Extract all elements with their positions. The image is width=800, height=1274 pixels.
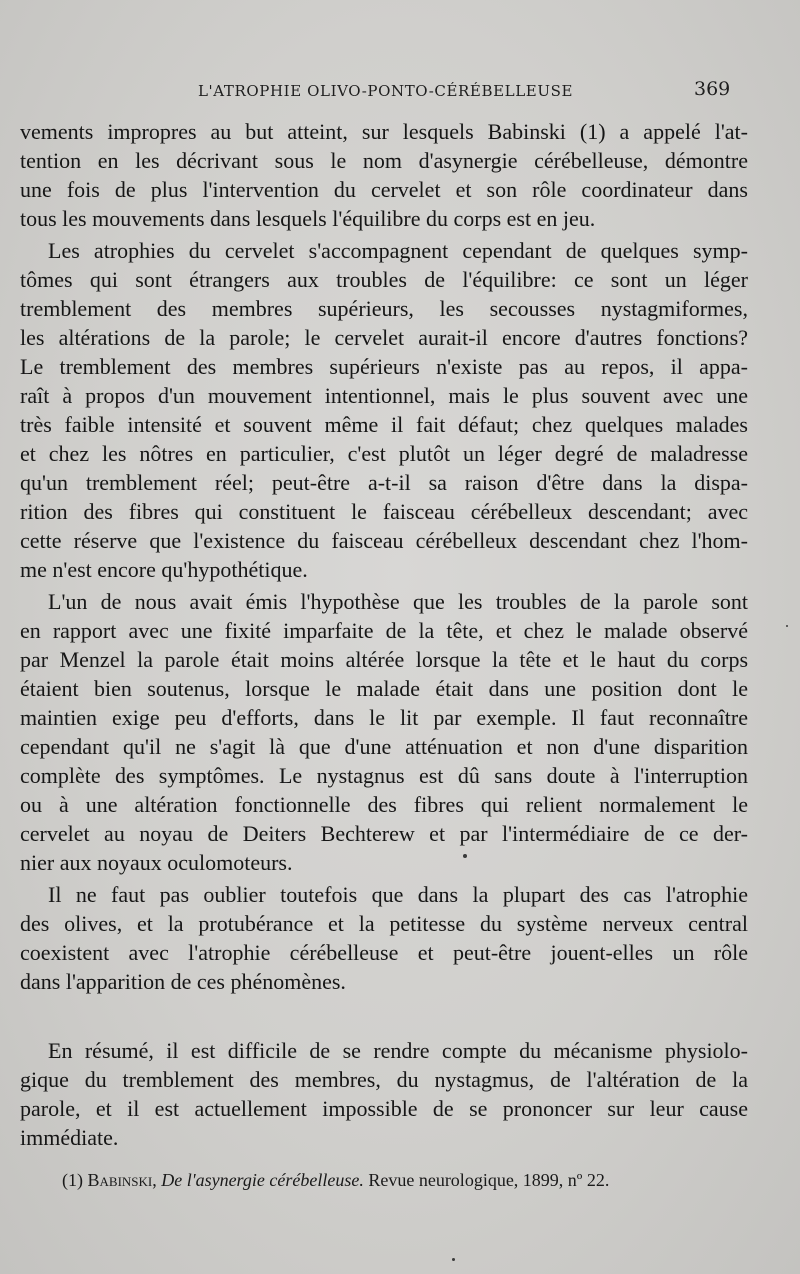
print-speck: [463, 854, 467, 858]
paragraph-gap: [20, 996, 748, 1036]
text-line: ou à une altération fonctionnelle des fibres qui relient normalement le: [20, 792, 748, 817]
text-line: maintien exige peu d'efforts, dans le lit par exemple. Il faut reconnaître: [20, 705, 748, 730]
text-line: et chez les nôtres en particulier, c'est plutôt un léger degré de maladresse: [20, 441, 748, 466]
footnote-author: Babinski,: [87, 1170, 157, 1190]
text-line: cependant qu'il ne s'agit là que d'une atténuation et non d'une disparition: [20, 734, 748, 759]
running-head: L'ATROPHIE OLIVO-PONTO-CÉRÉBELLEUSE: [198, 82, 573, 100]
text-line: complète des symptômes. Le nystagnus est dû sans doute à l'interruption: [20, 763, 748, 788]
page-header: [0, 80, 800, 110]
body-text: [20, 117, 748, 1152]
text-line: parole, et il est actuellement impossible de se prononcer sur leur cause: [20, 1096, 748, 1121]
text-line: en rapport avec une fixité imparfaite de la tête, et chez le malade observé: [20, 618, 748, 643]
text-line: une fois de plus l'intervention du cervelet et son rôle coordinateur dans: [20, 177, 748, 202]
text-line: Les atrophies du cervelet s'accompagnent cependant de quelques symp-: [48, 238, 748, 263]
text-line: tous les mouvements dans lesquels l'équilibre du corps est en jeu.: [20, 206, 596, 231]
text-line: En résumé, il est difficile de se rendre compte du mécanisme physiolo-: [48, 1038, 748, 1063]
footnote-marker: (1): [62, 1170, 83, 1190]
text-line: tention en les décrivant sous le nom d'asynergie cérébelleuse, démontre: [20, 148, 748, 173]
text-line: les altérations de la parole; le cervelet aurait-il encore d'autres fonctions?: [20, 325, 748, 350]
paragraph: [20, 236, 748, 584]
text-line: L'un de nous avait émis l'hypothèse que les troubles de la parole sont: [48, 589, 748, 614]
print-speck: [786, 625, 788, 627]
text-line: cette réserve que l'existence du faisceau cérébelleux descendant chez l'hom-: [20, 528, 748, 553]
text-line: par Menzel la parole était moins altérée lorsque la tête et le haut du corps: [20, 647, 748, 672]
text-line: tremblement des membres supérieurs, les secousses nystagmiformes,: [20, 296, 748, 321]
text-line: gique du tremblement des membres, du nystagmus, de l'altération de la: [20, 1067, 748, 1092]
text-line: coexistent avec l'atrophie cérébelleuse et peut-être jouent-elles un rôle: [20, 940, 748, 965]
text-line: nier aux noyaux oculomoteurs.: [20, 850, 293, 875]
text-line: vements impropres au but atteint, sur lesquels Babinski (1) a appelé l'at-: [20, 119, 748, 144]
text-line: Il ne faut pas oublier toutefois que dans la plupart des cas l'atrophie: [48, 882, 748, 907]
paragraph: [20, 880, 748, 996]
paragraph: [20, 1036, 748, 1152]
footnote: [62, 1168, 702, 1192]
footnote-source: Revue neurologique, 1899, nº 22.: [368, 1170, 610, 1190]
text-line: tômes qui sont étrangers aux troubles de l'équilibre: ce sont un léger: [20, 267, 748, 292]
footnote-title: De l'asynergie cérébelleuse.: [161, 1170, 364, 1190]
text-line: rition des fibres qui constituent le faisceau cérébelleux descendant; avec: [20, 499, 748, 524]
text-line: raît à propos d'un mouvement intentionnel, mais le plus souvent avec une: [20, 383, 748, 408]
text-line: qu'un tremblement réel; peut-être a-t-il sa raison d'être dans la dispa-: [20, 470, 748, 495]
text-line: me n'est encore qu'hypothétique.: [20, 557, 308, 582]
paragraph: [20, 587, 748, 877]
text-line: étaient bien soutenus, lorsque le malade était dans une position dont le: [20, 676, 748, 701]
text-line: très faible intensité et souvent même il fait défaut; chez quelques malades: [20, 412, 748, 437]
text-line: des olives, et la protubérance et la petitesse du système nerveux central: [20, 911, 748, 936]
text-line: Le tremblement des membres supérieurs n'existe pas au repos, il appa-: [20, 354, 748, 379]
text-line: immédiate.: [20, 1125, 119, 1150]
paragraph: [20, 117, 748, 233]
print-speck: [452, 1258, 455, 1261]
text-line: cervelet au noyau de Deiters Bechterew et par l'intermédiaire de ce der-: [20, 821, 748, 846]
text-line: dans l'apparition de ces phénomènes.: [20, 969, 346, 994]
page-number: 369: [694, 78, 731, 100]
